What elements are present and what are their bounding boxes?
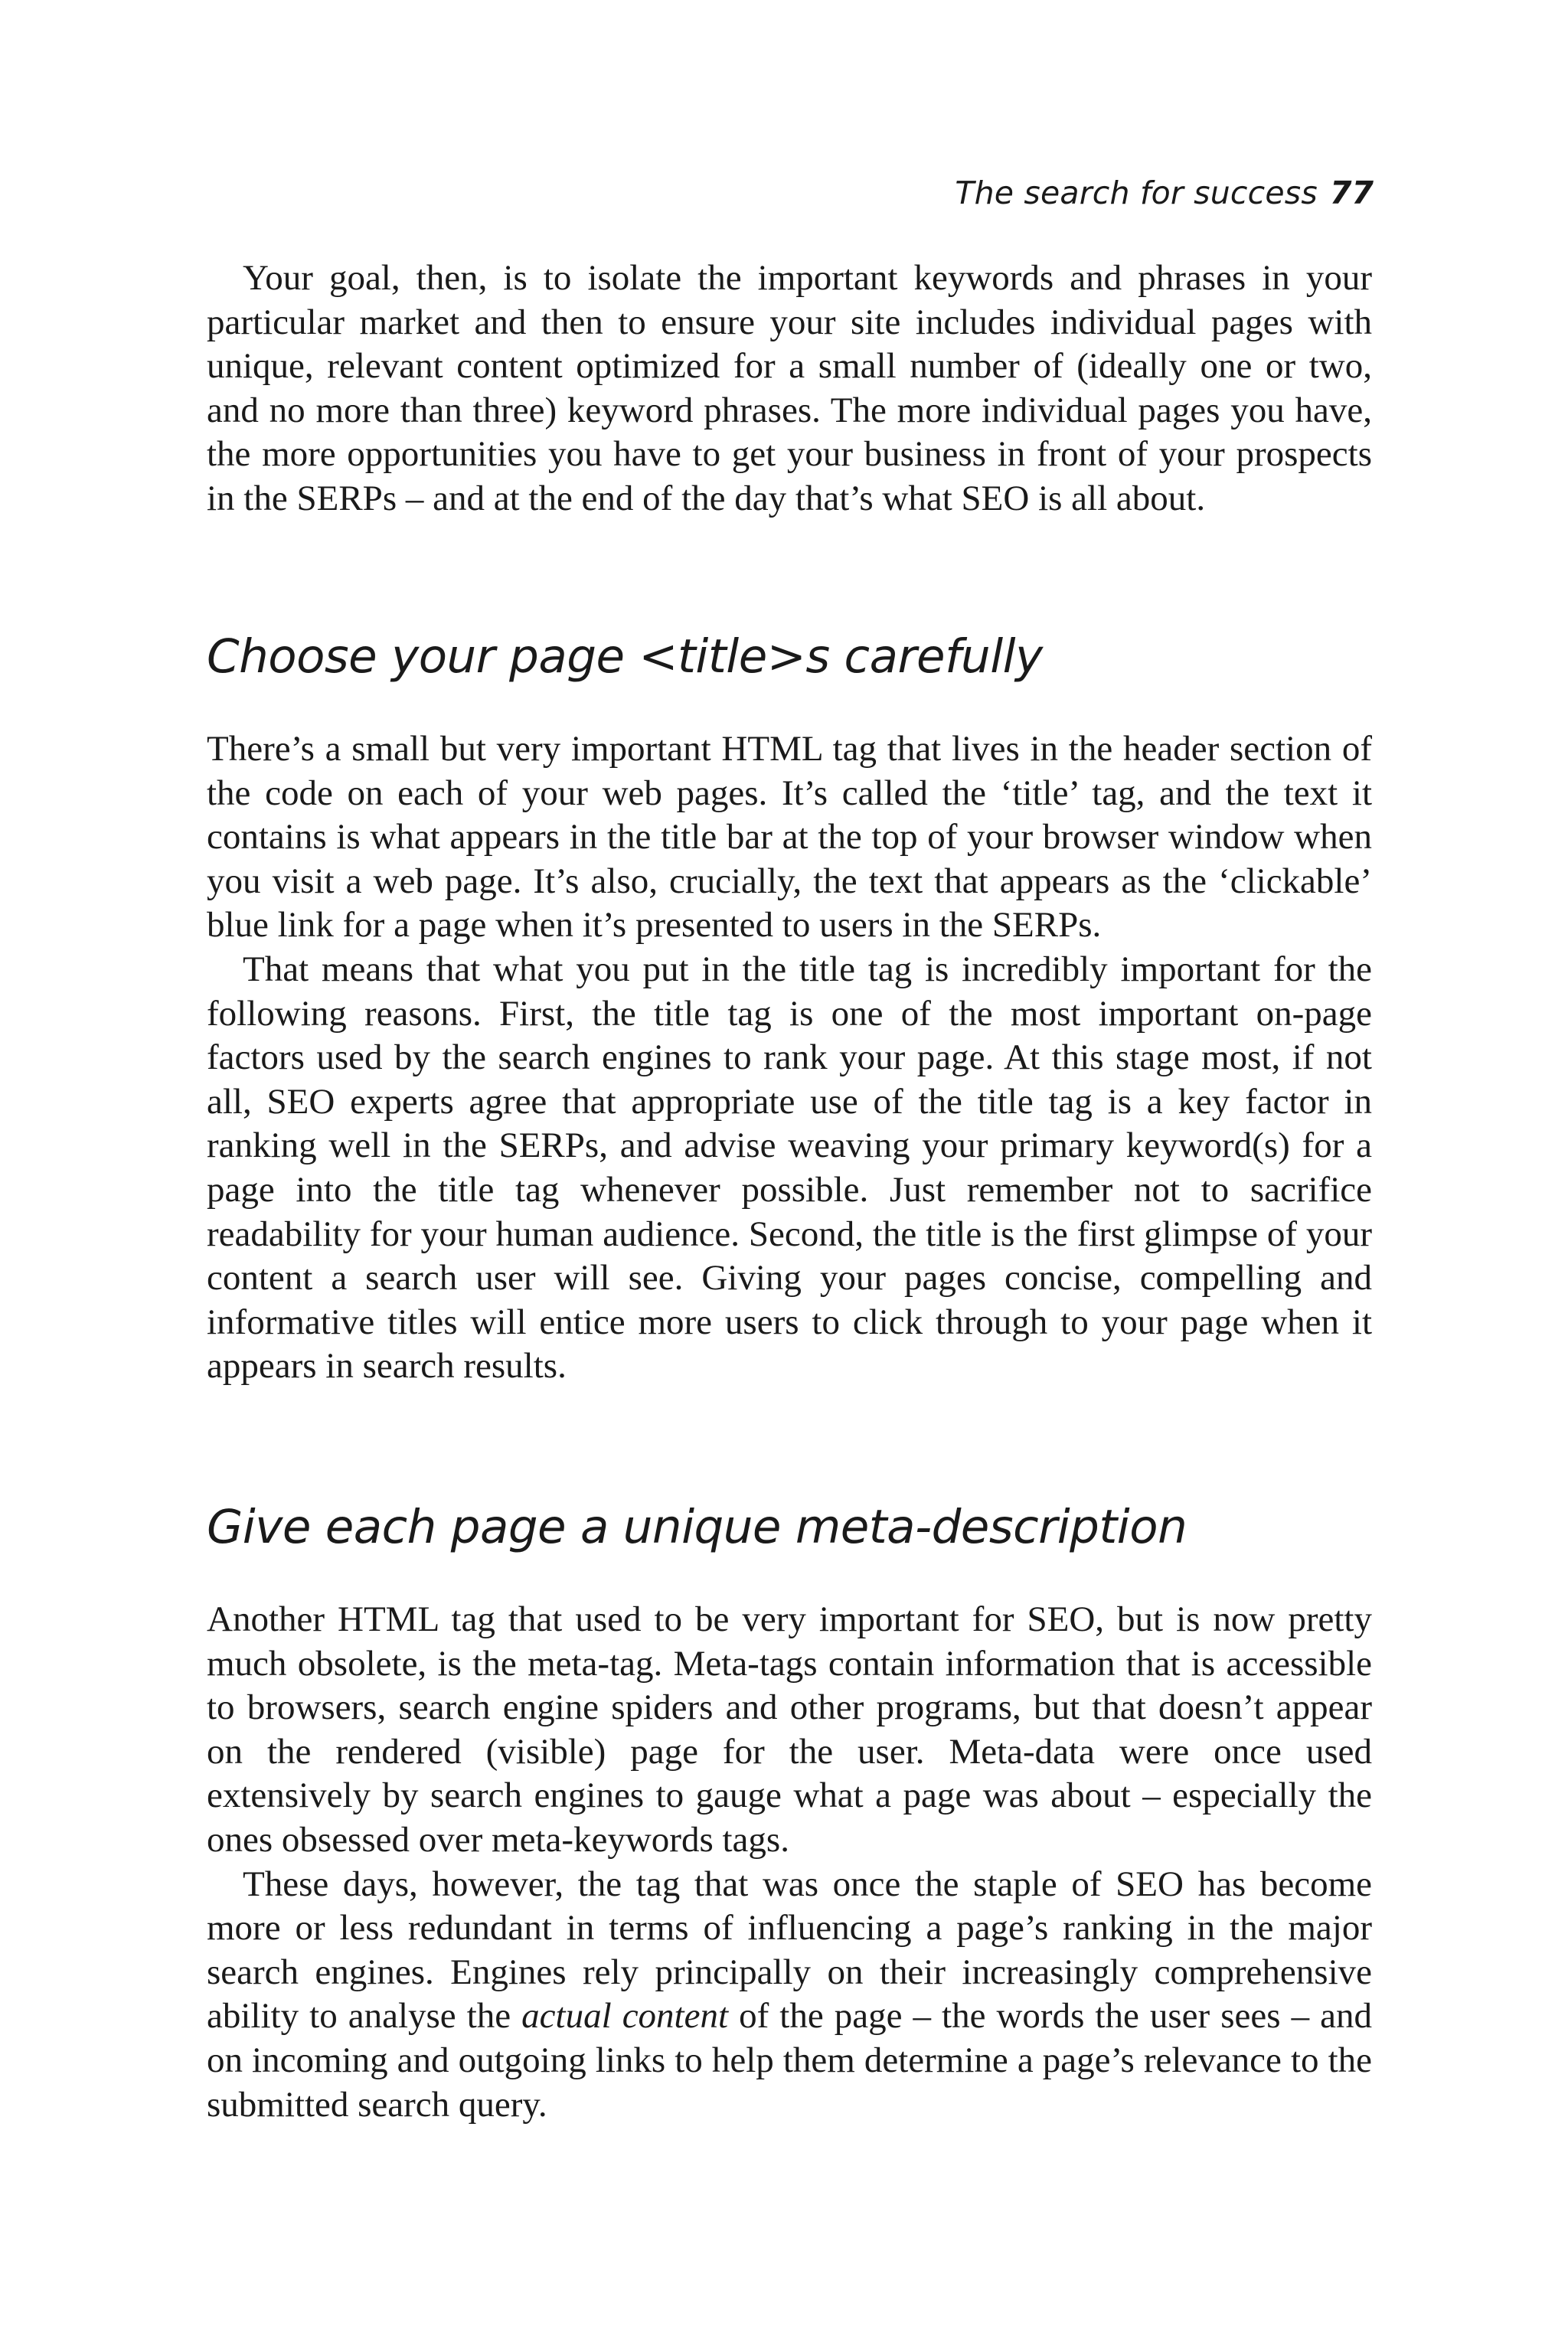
paragraph: Another HTML tag that used to be very important for SEO, but is now pretty much obsolete, is the meta-tag. Meta-tags contain information that is accessible to browsers, search engine spiders and other programs, but that doesn’t appear on the rendered (visible) page for the user. Meta-data were once used extensively by search engines to gauge what a page was about – especially the ones obsessed over meta-keywords tags. <box>207 1599 1372 1860</box>
running-head <box>955 173 1374 213</box>
page-number: 77 <box>1329 175 1374 211</box>
section-heading-title-tags: Choose your page <title>s carefully <box>207 629 1043 684</box>
paragraph: There’s a small but very important HTML tag that lives in the header section of the code on each of your web pages. It’s called the ‘title’ tag, and the text it contains is what appears in the title bar at the top of your browser window when you visit a web page. It’s also, crucially, the text that appears as the ‘clickable’ blue link for a page when it’s presented to users in the SERPs. <box>207 729 1372 946</box>
paragraph: That means that what you put in the title tag is incredibly important for the following reasons. First, the title tag is one of the most important on-page factors used by the search engines to rank your page. At this stage most, if not all, SEO experts agree that appropriate use of the title tag is a key factor in ranking well in the SERPs, and advise weaving your primary keyword(s) for a page into the title tag whenever possible. Just remember not to sacrifice readability for your human audience. Second, the title is the first glimpse of your content a search user will see. Giving your pages concise, compelling and informative titles will entice more users to click through to your page when it appears in search results. <box>207 949 1372 1387</box>
text-run: These days, however, the tag that was once the staple of SEO has become more or less redundant in terms of influencing a page’s ranking in the major search engines. Engines rely principally on their increasingly comprehensive ability to analyse the <box>207 1864 1372 2037</box>
title-tags-text <box>207 727 1372 1389</box>
paragraph <box>207 1863 1372 2128</box>
meta-description-text <box>207 1598 1372 2127</box>
section-heading-meta-description: Give each page a unique meta-description <box>207 1500 1187 1554</box>
intro-text <box>207 256 1372 521</box>
running-head-title: The search for success <box>955 175 1318 211</box>
text-run: of the page – the words the user sees – and on incoming and outgoing links to help them determine a page’s relevance to the submitted search query. <box>207 1996 1372 2125</box>
emphasis-text: actual content <box>521 1996 729 2037</box>
paragraph: Your goal, then, is to isolate the important keywords and phrases in your particular market and then to ensure your site includes individual pages with unique, relevant content optimized for a small number of (ideally one or two, and no more than three) keyword phrases. The more individual pages you have, the more opportunities you have to get your business in front of your prospects in the SERPs – and at the end of the day that’s what SEO is all about. <box>207 258 1372 518</box>
